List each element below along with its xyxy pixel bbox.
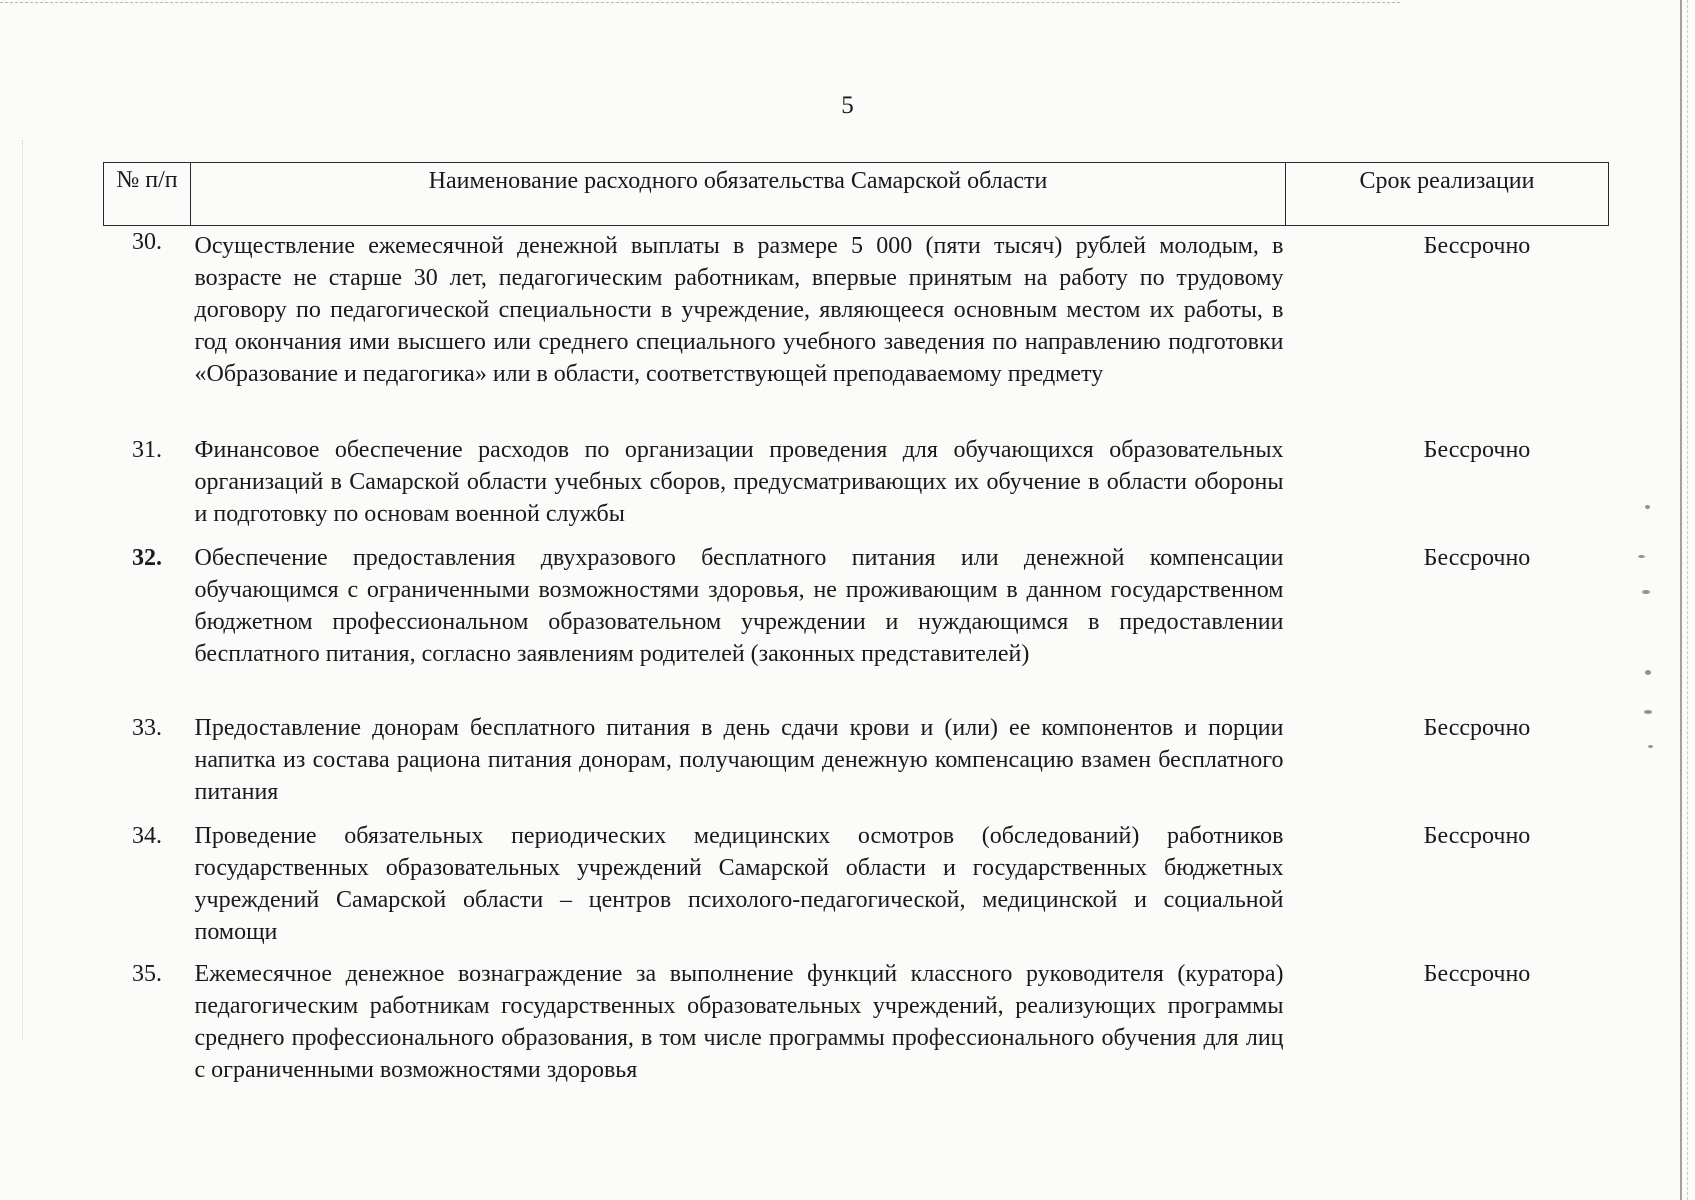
row-number: 34. (132, 823, 162, 849)
scan-artifact-right-edge-2 (1687, 0, 1688, 1200)
row-term: Бессрочно (1423, 545, 1531, 571)
scan-speck (1642, 590, 1650, 594)
scan-speck (1638, 555, 1645, 558)
table-row (104, 542, 1609, 712)
table-row (104, 958, 1609, 1118)
row-number: 33. (132, 715, 162, 741)
scan-speck (1648, 745, 1653, 748)
row-number: 31. (132, 437, 162, 463)
row-term: Бессрочно (1423, 715, 1531, 741)
table-header (104, 163, 1609, 226)
header-obligation-name: Наименование расходного обязательства Самарской области (191, 163, 1286, 226)
row-term: Бессрочно (1423, 233, 1531, 259)
obligations-table (103, 162, 1609, 1118)
row-term: Бессрочно (1423, 823, 1531, 849)
row-obligation-name: Ежемесячное денежное вознаграждение за выполнение функций классного руководителя (куратора) педагогическим работникам государственных образовательных учреждений, реализующих программы среднего профессионального образования, в том числе программы профессионального обучения для лиц с ограниченными возможностями здоровья (194, 961, 1284, 1083)
table-row (104, 434, 1609, 542)
scan-speck (1645, 505, 1650, 509)
row-term: Бессрочно (1423, 437, 1531, 463)
row-obligation-name: Обеспечение предоставления двухразового бесплатного питания или денежной компенсации обучающимся с ограниченными возможностями здоровья, не проживающим в данном государственном бюджетном профессиональном образовательном учреждении и нуждающимся в предоставлении бесплатного питания, согласно заявлениям родителей (законных представителей) (194, 545, 1284, 667)
row-term: Бессрочно (1423, 961, 1531, 987)
row-obligation-name: Предоставление донорам бесплатного питания в день сдачи крови и (или) ее компонентов и порции напитка из состава рациона питания донорам, получающим денежную компенсацию взамен бесплатного питания (194, 715, 1284, 805)
table-row (104, 820, 1609, 958)
table-body (104, 226, 1609, 1119)
scan-artifact-right-edge (1680, 0, 1682, 1200)
scan-artifact-left (22, 140, 23, 1040)
table-row (104, 226, 1609, 435)
row-number: 32. (132, 545, 162, 571)
row-obligation-name: Осуществление ежемесячной денежной выплаты в размере 5 000 (пяти тысяч) рублей молодым, в возрасте не старше 30 лет, педагогическим работникам, впервые принятым на работу по трудовому договору по педагогической специальности в учреждение, являющееся основным местом их работы, в год окончания ими высшего или среднего специального учебного заведения по направлению подготовки «Образование и педагогика» или в области, соответствующей преподаваемому предмету (194, 233, 1284, 387)
row-obligation-name: Финансовое обеспечение расходов по организации проведения для обучающихся образовательных организаций в Самарской области учебных сборов, предусматривающих их обучение в области обороны и подготовку по основам военной службы (194, 437, 1284, 527)
header-number: № п/п (104, 163, 191, 226)
scan-artifact-top (0, 2, 1400, 3)
header-implementation-term: Срок реализации (1286, 163, 1609, 226)
scan-speck (1644, 710, 1652, 714)
scan-speck (1645, 670, 1651, 675)
page-number: 5 (841, 92, 854, 119)
row-number: 30. (132, 229, 162, 255)
row-obligation-name: Проведение обязательных периодических медицинских осмотров (обследований) работников государственных образовательных учреждений Самарской области и государственных бюджетных учреждений Самарской области – центров психолого-педагогической, медицинской и социальной помощи (194, 823, 1284, 945)
table-row (104, 712, 1609, 820)
row-number: 35. (132, 961, 162, 987)
